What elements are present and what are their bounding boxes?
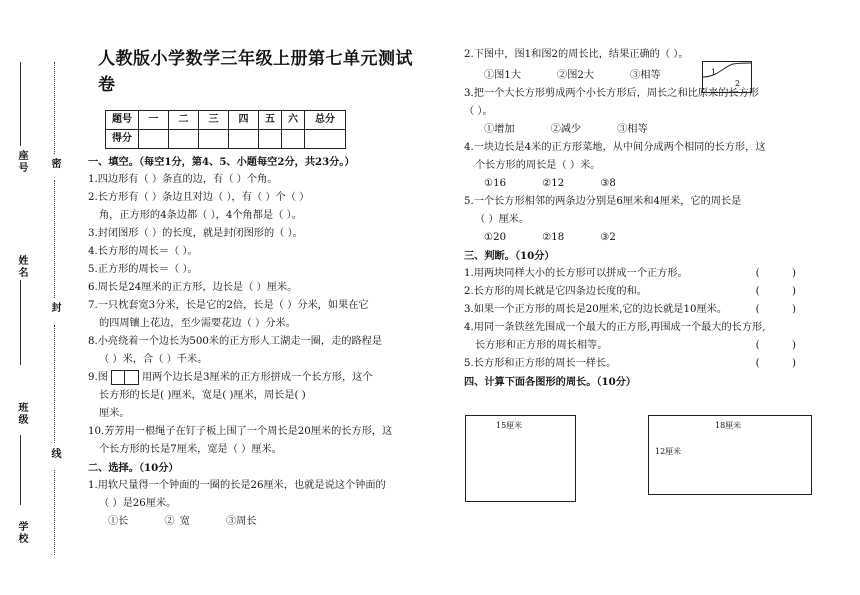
mi-label: 密 xyxy=(49,158,60,170)
score-cell[interactable] xyxy=(139,130,169,149)
option[interactable]: ③2 xyxy=(600,232,616,243)
score-header-cell: 一 xyxy=(139,111,169,130)
binding-margin xyxy=(12,40,72,560)
option[interactable]: ③周长 xyxy=(226,516,257,527)
score-row-label: 得分 xyxy=(106,130,139,149)
school-label: 学校 xyxy=(16,521,27,545)
score-cell[interactable] xyxy=(282,130,305,149)
rectangle-length-label: 18厘米 xyxy=(715,421,742,430)
question-line: 厘米。 xyxy=(99,408,130,419)
q9-prefix: 9.图 xyxy=(88,372,108,383)
class-label: 班级 xyxy=(16,402,27,426)
section3-heading: 三、判断。（10分） xyxy=(464,250,555,262)
score-header-cell: 四 xyxy=(229,111,259,130)
section1-heading: 一、填空。（每空1分，第4、5、小题每空2分，共23分。） xyxy=(88,156,355,168)
answer-paren[interactable]: ( ) xyxy=(755,268,796,279)
options-row xyxy=(464,229,804,247)
name-label: 姓名 xyxy=(16,255,27,279)
figure-label-1: 1 xyxy=(711,68,717,77)
options-row xyxy=(464,121,804,139)
score-header-cell: 六 xyxy=(282,111,305,130)
question-line: 角，正方形的4条边都（ ），4个角都是（ ）。 xyxy=(99,210,302,221)
options-row xyxy=(464,175,804,193)
score-cell[interactable] xyxy=(199,130,229,149)
option[interactable]: ③相等 xyxy=(617,124,648,135)
xian-label: 线 xyxy=(49,448,60,460)
answer-paren[interactable]: ( ) xyxy=(755,358,796,369)
option[interactable]: ② 宽 xyxy=(164,516,190,527)
question-line: 5.一个长方形相邻的两条边分别是6厘米和4厘米，它的周长是 xyxy=(464,196,742,207)
score-cell[interactable] xyxy=(305,130,346,149)
question-line: 4.长方形的周长＝（ ）。 xyxy=(88,246,198,257)
judge-item: 长方形和正方形的周长相等。 ( ) xyxy=(464,337,804,355)
question-line: 个长方形的长是7厘米，宽是（ ）厘米。 xyxy=(99,444,282,455)
option[interactable]: ②18 xyxy=(542,232,565,243)
question-line: 的四周镶上花边，至少需要花边（ ）分米。 xyxy=(99,318,296,329)
option[interactable]: ①20 xyxy=(484,232,507,243)
question-line: （ ）是26厘米。 xyxy=(99,498,177,509)
number-label: 座号 xyxy=(16,150,27,174)
question-line: 6.周长是24厘米的正方形，边长是（ ）厘米。 xyxy=(88,282,298,293)
question-line: 2.下图中，图1和图2的周长比，结果正确的（ ）。 xyxy=(464,49,689,60)
option[interactable]: ②图2大 xyxy=(557,70,595,81)
option[interactable]: ①图1大 xyxy=(484,70,522,81)
feng-label: 封 xyxy=(49,302,60,314)
section2-heading: 二、选择。（10分） xyxy=(88,462,179,474)
score-table xyxy=(105,110,346,149)
score-header-cell: 五 xyxy=(259,111,282,130)
option[interactable]: ①增加 xyxy=(484,124,515,135)
option[interactable]: ③相等 xyxy=(630,70,661,81)
q9-text: 用两个边长是3厘米的正方形拼成一个长方形，这个 xyxy=(141,372,373,383)
square-side-label: 15厘米 xyxy=(496,421,523,430)
page-title: 人教版小学数学三年级上册第七单元测试卷 xyxy=(98,49,413,95)
judge-item: 1.用两块同样大小的长方形可以拼成一个正方形。 ( ) xyxy=(464,265,804,283)
judge-item: 3.如果一个正方形的周长是20厘米,它的边长就是10厘米。 ( ) xyxy=(464,301,804,319)
answer-paren[interactable]: ( ) xyxy=(755,304,796,315)
question-line: 3.把一个大长方形剪成两个小长方形后，周长之和比原来的长方形 xyxy=(464,88,759,99)
question-line: （ ）厘米。 xyxy=(475,214,530,225)
question-line: 3.封闭图形（ ）的长度，就是封闭图形的（ ）。 xyxy=(88,228,303,239)
q2-figure xyxy=(702,61,752,93)
score-header-cell: 总分 xyxy=(305,111,346,130)
question-line: 长方形的长是( )厘米，宽是( )厘米，周长是( ) xyxy=(99,390,306,401)
question-line: （ ）。 xyxy=(464,106,493,117)
curve-divider xyxy=(703,62,751,92)
two-squares-figure xyxy=(111,370,139,385)
score-header-cell: 三 xyxy=(199,111,229,130)
option[interactable]: ①16 xyxy=(484,178,507,189)
question-line: 7.一只枕套宽3分米，长是它的2倍，长是（ ）分米，如果在它 xyxy=(88,300,369,311)
judge-item: 5.长方形和正方形的周长一样长。 ( ) xyxy=(464,355,804,373)
score-header-cell: 题号 xyxy=(106,111,139,130)
square-figure xyxy=(465,415,576,502)
question-line: 10.芳芳用一根绳子在钉子板上围了一个周长是20厘米的长方形，这 xyxy=(88,426,393,437)
score-cell[interactable] xyxy=(229,130,259,149)
judge-item: 4.用同一条铁丝先围成一个最大的正方形,再围成一个最大的长方形, xyxy=(464,322,766,333)
question-line: 个长方形的周长是（ ）米。 xyxy=(475,160,601,171)
rectangle-width-label: 12厘米 xyxy=(655,447,682,456)
option[interactable]: ②减少 xyxy=(550,124,582,135)
question-line: 1.用软尺量得一个钟面的一圈的长是26厘米，也就是说这个钟面的 xyxy=(88,480,386,491)
section4-heading: 四、计算下面各图形的周长。（10分） xyxy=(464,376,637,388)
question-line xyxy=(88,369,423,387)
option[interactable]: ③8 xyxy=(600,178,616,189)
option[interactable]: ②12 xyxy=(542,178,565,189)
options-row xyxy=(88,513,423,531)
score-cell[interactable] xyxy=(169,130,199,149)
figure-label-2: 2 xyxy=(735,79,741,88)
question-line: 1.四边形有（ ）条直的边，有（ ）个角。 xyxy=(88,174,278,185)
question-line: 4.一块边长是4米的正方形菜地，从中间分成两个相同的长方形，这 xyxy=(464,142,766,153)
score-header-cell: 二 xyxy=(169,111,199,130)
question-line: 8.小亮绕着一个边长为500米的正方形人工湖走一圈，走的路程是 xyxy=(88,336,383,347)
right-column xyxy=(464,46,804,391)
score-cell[interactable] xyxy=(259,130,282,149)
answer-paren[interactable]: ( ) xyxy=(755,286,796,297)
question-line: 2.长方形有（ ）条边且对边（ ），有（ ）个（ ） xyxy=(88,192,310,203)
answer-paren[interactable]: ( ) xyxy=(755,340,796,351)
options-row xyxy=(464,67,804,85)
question-line: （ ）米，合（ ）千米。 xyxy=(99,354,208,365)
rectangle-figure xyxy=(648,415,812,495)
judge-item: 2.长方形的周长就是它四条边长度的和。 ( ) xyxy=(464,283,804,301)
option[interactable]: ①长 xyxy=(108,516,129,527)
question-line: 5.正方形的周长＝（ ）。 xyxy=(88,264,198,275)
left-column xyxy=(88,46,423,531)
